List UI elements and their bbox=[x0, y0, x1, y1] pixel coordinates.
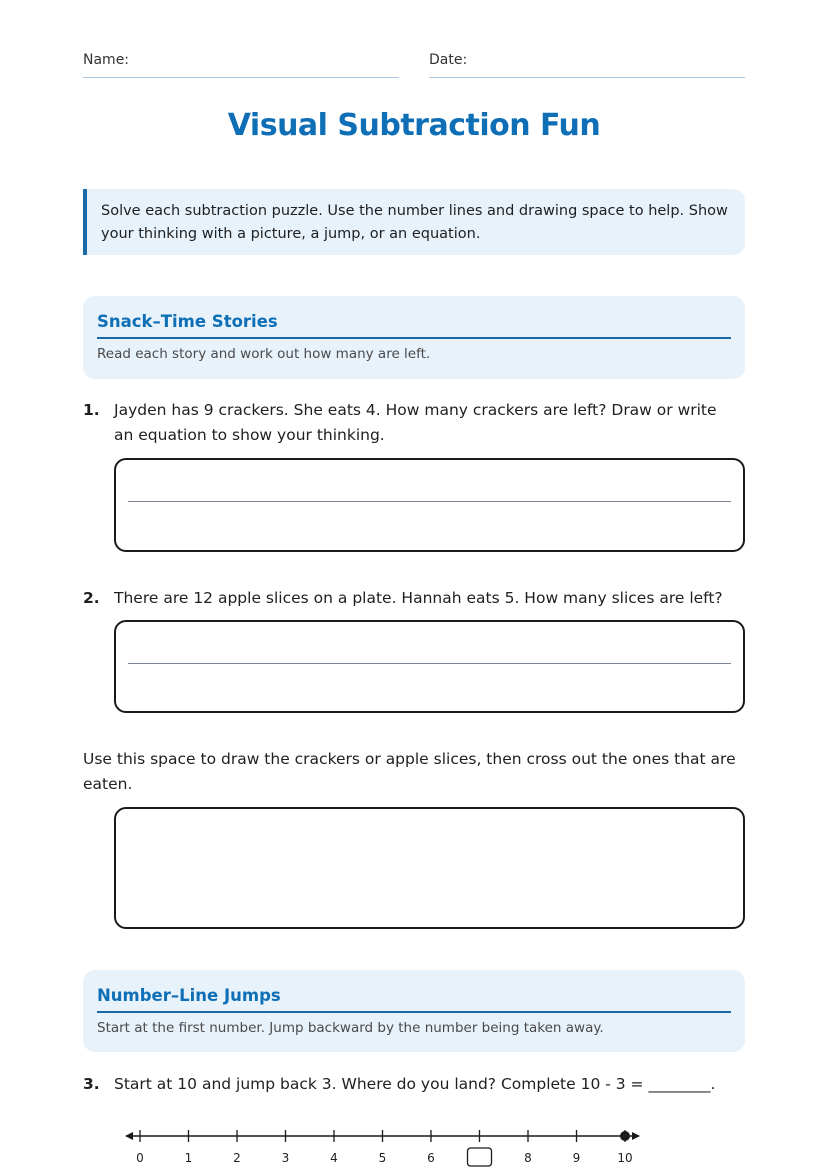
tick-label: 4 bbox=[330, 1151, 338, 1165]
tick-label: 6 bbox=[427, 1151, 435, 1165]
question-number: 3. bbox=[83, 1075, 100, 1093]
tick-label: 8 bbox=[524, 1151, 532, 1165]
start-point-dot bbox=[620, 1131, 630, 1141]
tick-label: 3 bbox=[281, 1151, 290, 1165]
number-line bbox=[83, 1120, 745, 1170]
question-text: Jayden has 9 crackers. She eats 4. How many crackers are left? Draw or write an equation to show your thinking. bbox=[114, 401, 717, 444]
question-1 bbox=[83, 398, 745, 448]
header-row bbox=[83, 52, 745, 78]
tick-label: 1 bbox=[184, 1151, 193, 1165]
question-text: Start at 10 and jump back 3. Where do you land? Complete 10 - 3 = ________. bbox=[114, 1075, 716, 1093]
number-line-group bbox=[125, 1130, 640, 1166]
answer-box-2[interactable] bbox=[114, 620, 745, 713]
question-number: 2. bbox=[83, 589, 100, 607]
drawing-prompt: Use this space to draw the crackers or apple slices, then cross out the ones that are eaten. bbox=[83, 750, 736, 793]
date-label: Date: bbox=[429, 52, 468, 68]
tick-label: 2 bbox=[233, 1151, 241, 1165]
question-2 bbox=[83, 586, 745, 611]
tick-label: 10 bbox=[617, 1151, 633, 1165]
section-title: Snack–Time Stories bbox=[97, 296, 731, 339]
question-text: There are 12 apple slices on a plate. Hannah eats 5. How many slices are left? bbox=[114, 589, 723, 607]
tick-label: 5 bbox=[378, 1151, 387, 1165]
page-title: Visual Subtraction Fun bbox=[227, 108, 601, 143]
left-arrow-icon bbox=[125, 1132, 133, 1140]
right-arrow-icon bbox=[632, 1132, 640, 1140]
section-header-number-line bbox=[83, 970, 745, 1052]
answer-line bbox=[128, 501, 731, 502]
section-title: Number–Line Jumps bbox=[97, 970, 731, 1013]
question-number: 1. bbox=[83, 401, 100, 419]
name-field[interactable] bbox=[83, 52, 399, 78]
answer-box-1[interactable] bbox=[114, 458, 745, 552]
tick-label: 9 bbox=[572, 1151, 581, 1165]
section-header-snack-time bbox=[83, 296, 745, 379]
instructions-callout: Solve each subtraction puzzle. Use the number lines and drawing space to help. Show your thinking with a picture, a jump, or an equation. bbox=[83, 189, 745, 255]
number-line-graphic bbox=[83, 1120, 745, 1170]
name-label: Name: bbox=[83, 52, 130, 68]
blank-answer-box[interactable] bbox=[468, 1148, 492, 1166]
date-field[interactable] bbox=[429, 52, 745, 78]
section-subtitle: Read each story and work out how many are left. bbox=[97, 346, 431, 362]
answer-line bbox=[128, 663, 731, 664]
section-subtitle: Start at the first number. Jump backward by the number being taken away. bbox=[97, 1020, 604, 1036]
question-3 bbox=[83, 1072, 745, 1097]
tick-label: 0 bbox=[136, 1151, 144, 1165]
drawing-box[interactable] bbox=[114, 807, 745, 929]
